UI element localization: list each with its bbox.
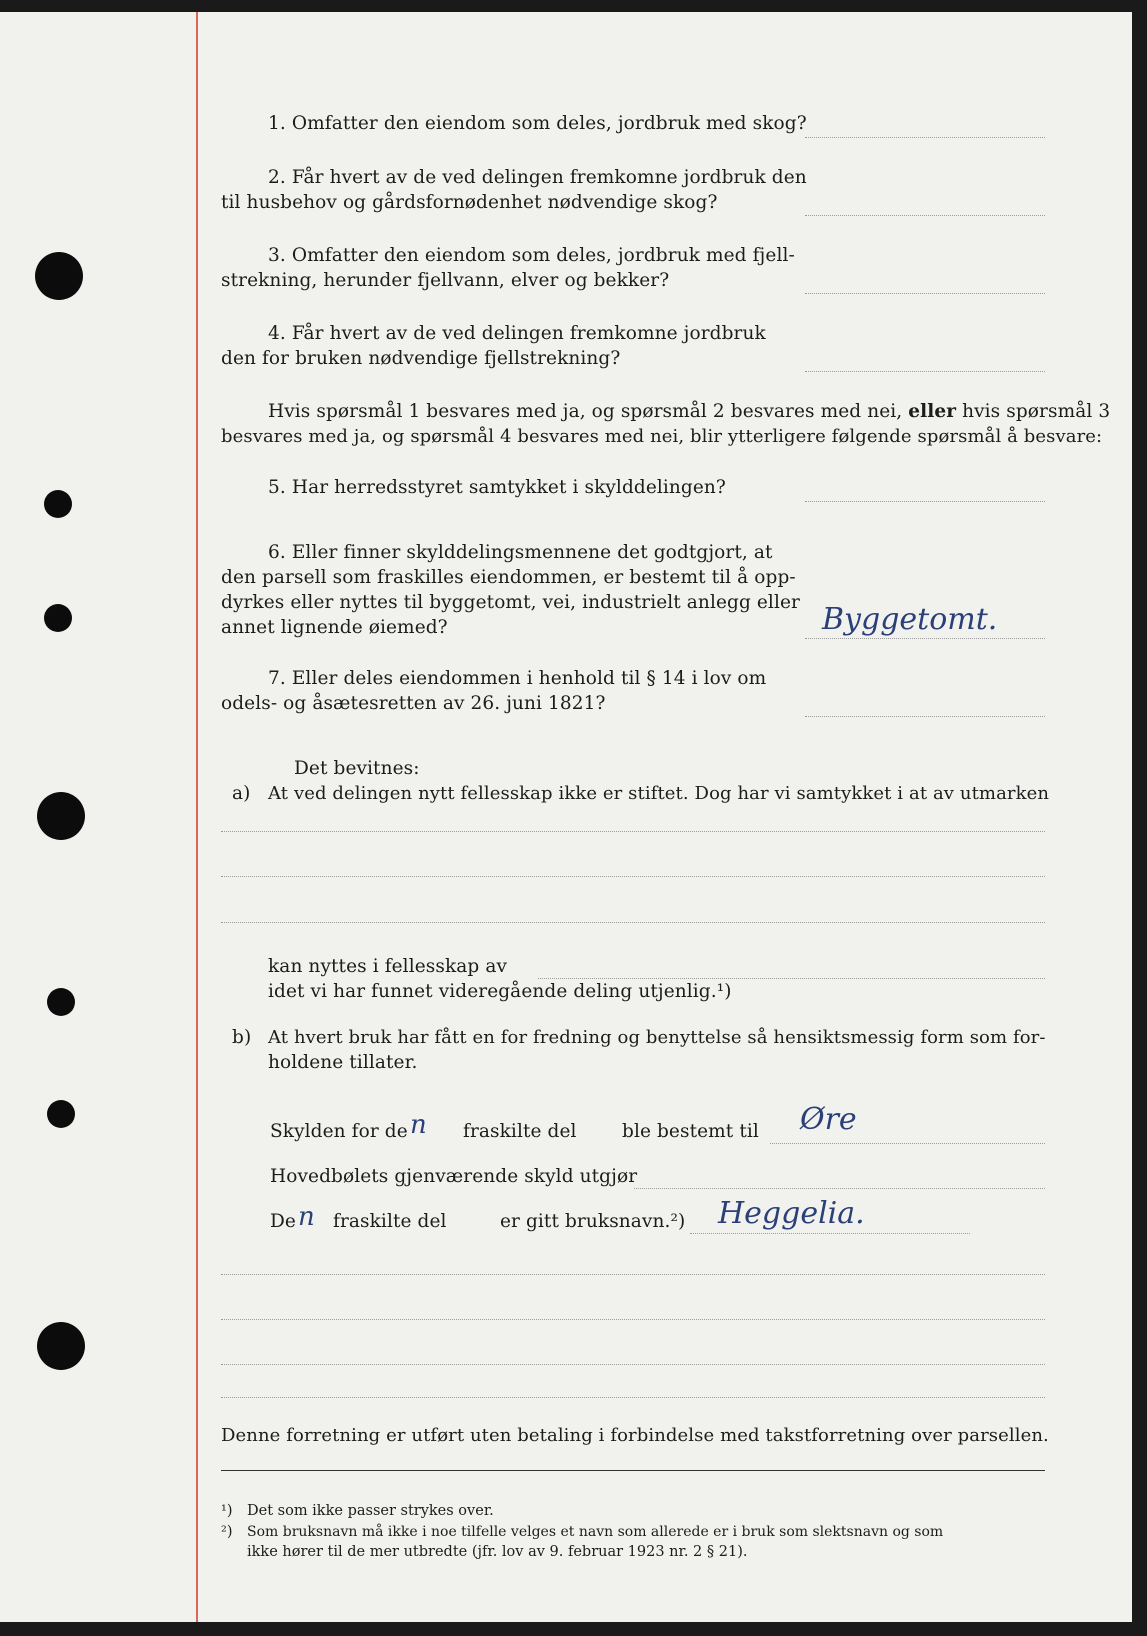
skyld-label-start: Skylden for de (270, 1121, 408, 1142)
attest-b-label: b) (232, 1027, 252, 1048)
answer-line-4 (805, 371, 1045, 372)
question-6-line-1: 6. Eller finner skylddelingsmennene det godtgjort, at (268, 542, 773, 563)
attest-line-3 (221, 922, 1045, 923)
skyld-value-handwriting: Øre (800, 1102, 857, 1137)
blank-line-3 (221, 1364, 1045, 1365)
bruksnavn-label-handwriting: n (298, 1202, 315, 1232)
footnote-divider (221, 1470, 1045, 1471)
question-6-line-2: den parsell som fraskilles eiendommen, er bestemt til å opp- (221, 567, 796, 588)
skyld-label-handwriting: n (410, 1110, 427, 1140)
question-2-line-2: til husbehov og gårdsfornødenhet nødvendige skog? (221, 192, 718, 213)
answer-line-6 (805, 638, 1045, 639)
condition-text-bold: eller (908, 401, 957, 422)
question-4-line-2: den for bruken nødvendige fjellstrekning? (221, 348, 621, 369)
document-page (0, 12, 1132, 1622)
bruksnavn-value-handwriting: Heggelia. (718, 1196, 865, 1231)
bruksnavn-label-start: De (270, 1211, 296, 1232)
question-7-line-1: 7. Eller deles eiendommen i henhold til § 14 i lov om (268, 668, 767, 689)
skyld-label-end: ble bestemt til (622, 1121, 759, 1142)
red-margin-line (196, 12, 198, 1622)
hovedbol-label: Hovedbølets gjenværende skyld utgjør (270, 1166, 638, 1187)
footnote-1-mark: ¹) (221, 1503, 233, 1519)
blank-line-2 (221, 1319, 1045, 1320)
question-4-line-1: 4. Får hvert av de ved delingen fremkomne jordbruk (268, 323, 766, 344)
blank-line-1 (221, 1274, 1045, 1275)
attest-a-text: At ved delingen nytt fellesskap ikke er stiftet. Dog har vi samtykket i at av utmarken (268, 783, 1050, 804)
question-2-line-1: 2. Får hvert av de ved delingen fremkomne jordbruk den (268, 167, 807, 188)
attest-line-2 (221, 876, 1045, 877)
punch-hole (37, 792, 85, 840)
answer-6-handwriting: Byggetomt. (822, 602, 998, 637)
punch-hole (44, 604, 72, 632)
answer-line-5 (805, 501, 1045, 502)
closing-statement: Denne forretning er utført uten betaling i forbindelse med takstforretning over parsellen. (221, 1425, 1049, 1446)
question-6-line-3: dyrkes eller nyttes til byggetomt, vei, industrielt anlegg eller (221, 592, 800, 613)
attest-line-1 (221, 831, 1045, 832)
question-3-line-1: 3. Omfatter den eiendom som deles, jordbruk med fjell- (268, 245, 795, 266)
kan-nyttes-answer-line (538, 978, 1045, 979)
condition-text-a: Hvis spørsmål 1 besvares med ja, og spørsmål 2 besvares med nei, (268, 401, 903, 422)
answer-line-1 (805, 137, 1045, 138)
bruksnavn-label-mid: fraskilte del (333, 1211, 447, 1232)
kan-nyttes-line-1: kan nyttes i fellesskap av (268, 956, 507, 977)
condition-text-b: hvis spørsmål 3 (962, 401, 1111, 422)
question-3-line-2: strekning, herunder fjellvann, elver og bekker? (221, 270, 670, 291)
punch-hole (47, 1100, 75, 1128)
skyld-label-mid: fraskilte del (463, 1121, 577, 1142)
skyld-value-line (770, 1143, 1045, 1144)
footnote-2-mark: ²) (221, 1524, 233, 1540)
question-5: 5. Har herredsstyret samtykket i skylddelingen? (268, 477, 726, 498)
footnote-2-line-2: ikke hører til de mer utbredte (jfr. lov av 9. februar 1923 nr. 2 § 21). (247, 1544, 748, 1560)
condition-line-1 (268, 400, 1110, 424)
punch-hole (47, 988, 75, 1016)
kan-nyttes-line-2: idet vi har funnet videregående deling utjenlig.¹) (268, 981, 732, 1002)
answer-line-2 (805, 215, 1045, 216)
attest-b-line-1: At hvert bruk har fått en for fredning og benyttelse så hensiktsmessig form som for- (268, 1027, 1046, 1048)
question-1: 1. Omfatter den eiendom som deles, jordbruk med skog? (268, 113, 807, 134)
punch-hole (35, 252, 83, 300)
answer-line-3 (805, 293, 1045, 294)
question-7-line-2: odels- og åsætesretten av 26. juni 1821? (221, 693, 606, 714)
footnote-2-line-1: Som bruksnavn må ikke i noe tilfelle velges et navn som allerede er i bruk som slektsnavn og som (247, 1524, 944, 1540)
bruksnavn-label-end: er gitt bruksnavn.²) (500, 1211, 686, 1232)
punch-hole (44, 490, 72, 518)
attest-b-line-2: holdene tillater. (268, 1052, 418, 1073)
attest-heading: Det bevitnes: (294, 758, 420, 779)
hovedbol-value-line (634, 1188, 1045, 1189)
bruksnavn-value-line (690, 1233, 970, 1234)
footnote-1: Det som ikke passer strykes over. (247, 1503, 494, 1519)
condition-line-2: besvares med ja, og spørsmål 4 besvares med nei, blir ytterligere følgende spørsmål å besvare: (221, 426, 1103, 447)
answer-line-7 (805, 716, 1045, 717)
question-6-line-4: annet lignende øiemed? (221, 617, 448, 638)
punch-hole (37, 1322, 85, 1370)
attest-a-label: a) (232, 783, 251, 804)
blank-line-4 (221, 1397, 1045, 1398)
